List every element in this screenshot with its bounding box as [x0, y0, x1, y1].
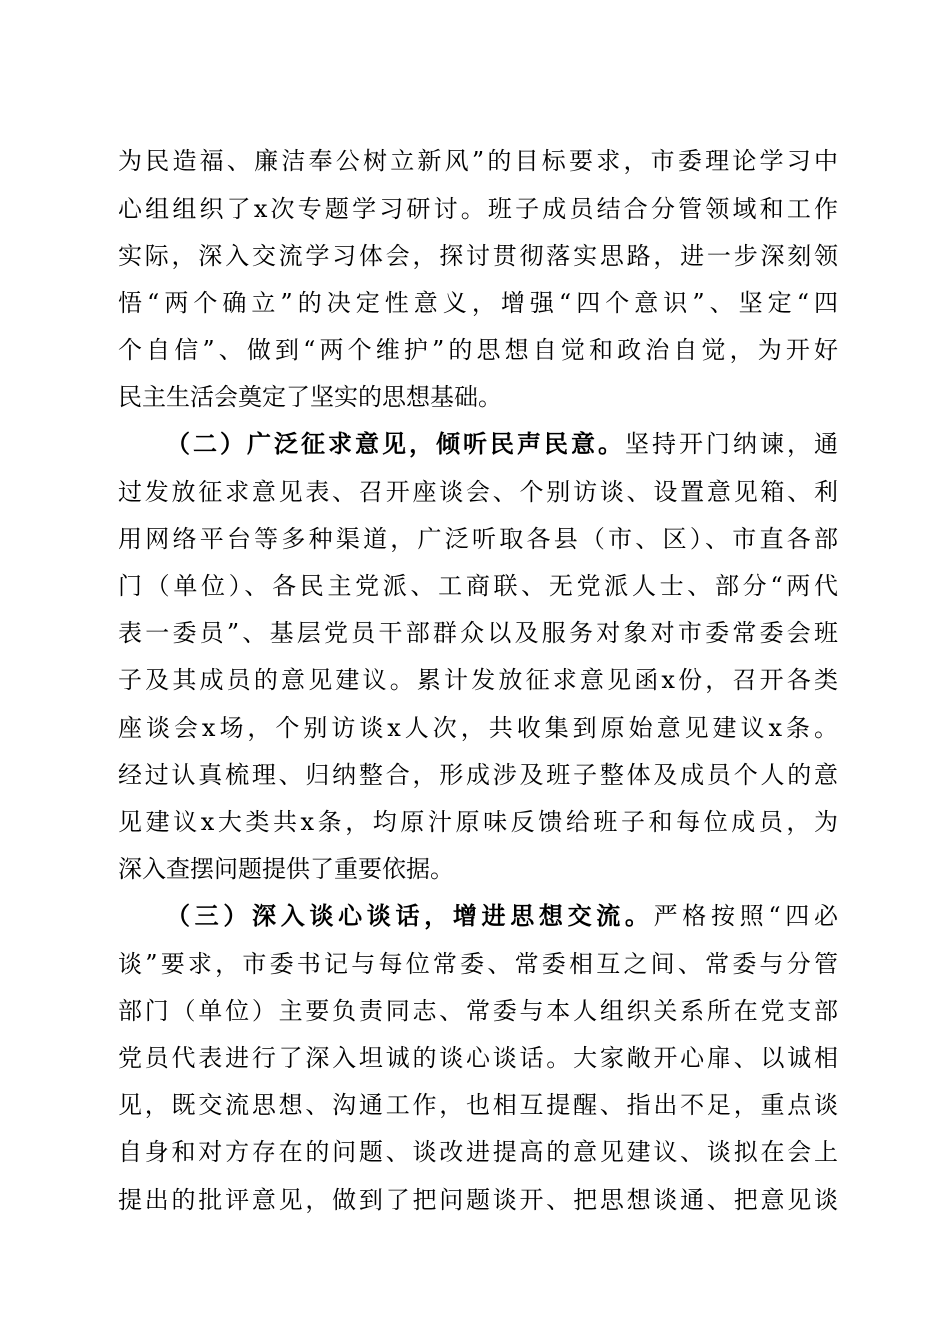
paragraph-line: 党员代表进行了深入坦诚的谈心谈话。大家敞开心扉、以诚相: [118, 1044, 838, 1072]
paragraph-line: 自身和对方存在的问题、谈改进提高的意见建议、谈拟在会上: [118, 1138, 838, 1166]
section-first-line: [166, 896, 838, 936]
section-text: 严格按照“四必: [653, 902, 838, 930]
paragraph-line: 表一委员”、基层党员干部群众以及服务对象对市委常委会班: [118, 619, 838, 647]
paragraph-line: 悟“两个确立”的决定性意义，增强“四个意识”、坚定“四: [118, 289, 838, 317]
paragraph-line: 民主生活会奠定了坚实的思想基础。: [118, 383, 502, 411]
section-heading: （二）广泛征求意见，倾听民声民意。: [166, 429, 625, 458]
paragraph-line: 部门（单位）主要负责同志、常委与本人组织关系所在党支部: [118, 997, 838, 1025]
paragraph-line: 个自信”、做到“两个维护”的思想自觉和政治自觉，为开好: [118, 336, 838, 364]
paragraph-line: 门（单位）、各民主党派、工商联、无党派人士、部分“两代: [118, 572, 838, 600]
paragraph-line: 经过认真梳理、归纳整合，形成涉及班子整体及成员个人的意: [118, 761, 838, 789]
section-first-line: [166, 424, 838, 464]
section-heading: （三）深入谈心谈话，增进思想交流。: [166, 901, 654, 930]
paragraph-line: 座谈会x场，个别访谈x人次，共收集到原始意见建议x条。: [118, 714, 838, 742]
paragraph-line: 心组组织了x次专题学习研讨。班子成员结合分管领域和工作: [118, 195, 838, 223]
paragraph-line: 提出的批评意见，做到了把问题谈开、把思想谈通、把意见谈: [118, 1186, 838, 1214]
paragraph-line: 为民造福、廉洁奉公树立新风”的目标要求，市委理论学习中: [118, 147, 838, 175]
paragraph-line: 过发放征求意见表、召开座谈会、个别访谈、设置意见箱、利: [118, 478, 838, 506]
paragraph-line: 实际，深入交流学习体会，探讨贯彻落实思路，进一步深刻领: [118, 242, 838, 270]
section-text: 坚持开门纳谏，通: [625, 430, 838, 458]
paragraph-line: 见，既交流思想、沟通工作，也相互提醒、指出不足，重点谈: [118, 1091, 838, 1119]
paragraph-line: 用网络平台等多种渠道，广泛听取各县（市、区）、市直各部: [118, 525, 838, 553]
paragraph-line: 子及其成员的意见建议。累计发放征求意见函x份，召开各类: [118, 666, 838, 694]
paragraph-line: 谈”要求，市委书记与每位常委、常委相互之间、常委与分管: [118, 950, 838, 978]
paragraph-line: 深入查摆问题提供了重要依据。: [118, 855, 454, 883]
paragraph-line: 见建议x大类共x条，均原汁原味反馈给班子和每位成员，为: [118, 808, 838, 836]
